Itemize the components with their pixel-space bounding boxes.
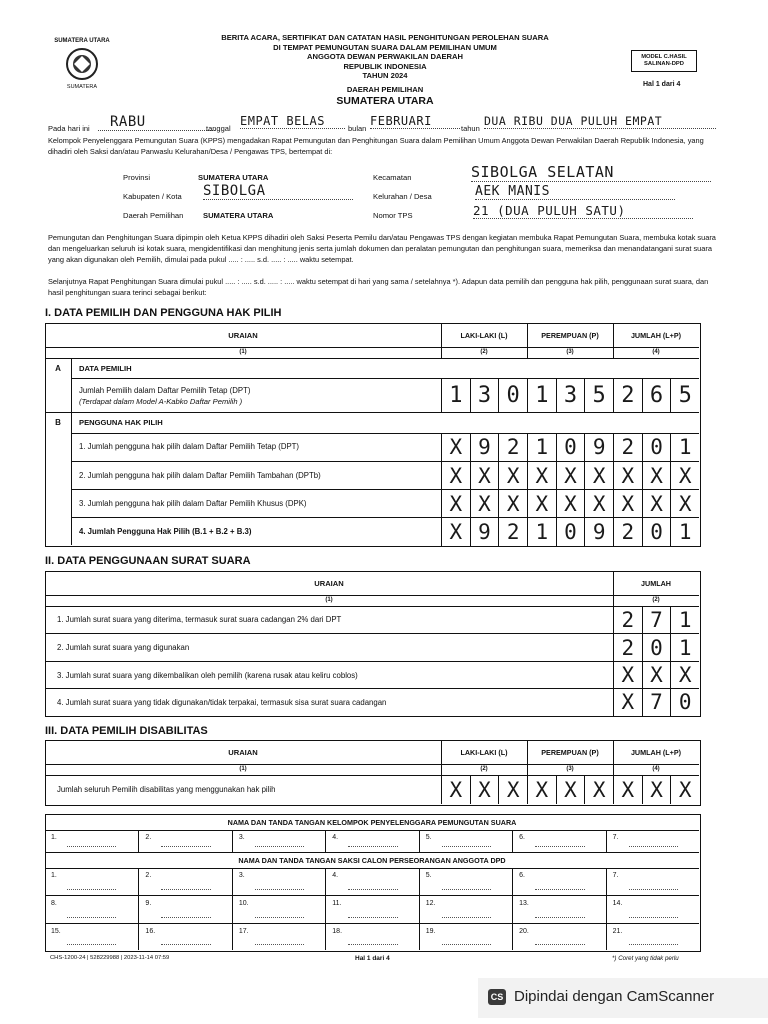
saksi-cells xyxy=(45,868,699,950)
crossed-cell: X xyxy=(670,490,699,518)
title-line: ANGGOTA DEWAN PERWAKILAN DAERAH xyxy=(307,52,463,62)
kpps-cells xyxy=(45,830,699,852)
dpt-note: (Terdapat dalam Model A-Kabko Daftar Pemilih ) xyxy=(79,397,243,406)
signature-cell[interactable] xyxy=(419,868,512,895)
kabupaten-value: SIBOLGA xyxy=(203,183,353,200)
signature-cell[interactable] xyxy=(232,923,325,950)
signature-number: 5. xyxy=(425,834,432,841)
s1-colnum: (3) xyxy=(566,349,574,355)
s1-colnum: (2) xyxy=(480,349,488,355)
s3-row-label: Jumlah seluruh Pemilih disabilitas yang menggunakan hak pilih xyxy=(57,785,276,794)
crossed-cell: X xyxy=(527,775,556,804)
digit-cell: 0 xyxy=(556,433,585,461)
signature-number: 4. xyxy=(332,872,339,879)
signature-cell[interactable] xyxy=(325,868,418,895)
surat-suara-row-digits xyxy=(613,634,699,661)
tps-value: 21 (DUA PULUH SATU) xyxy=(473,203,693,219)
signature-cell[interactable] xyxy=(606,830,699,852)
digit-cell: 1 xyxy=(670,518,699,546)
signature-number: 3. xyxy=(238,872,245,879)
crossed-cell: X xyxy=(498,775,527,804)
surat-suara-row-label: 3. Jumlah surat suara yang dikembalikan oleh pemilih (karena rusak atau keliru coblos) xyxy=(57,670,358,680)
hari-label: Pada hari ini xyxy=(48,124,90,133)
crossed-cell: X xyxy=(642,490,671,518)
digit-cell: 7 xyxy=(642,606,671,633)
signature-cell[interactable] xyxy=(45,868,138,895)
signature-number: 2. xyxy=(145,834,152,841)
signature-number: 10. xyxy=(238,900,249,908)
section-2-title: II. DATA PENGGUNAAN SURAT SUARA xyxy=(45,555,251,567)
s3-header-jumlah: JUMLAH (L+P) xyxy=(630,748,682,757)
s1-vline xyxy=(441,323,442,358)
signature-number: 11. xyxy=(332,900,342,908)
section-1-table xyxy=(45,323,701,547)
signature-number: 8. xyxy=(51,900,57,908)
signature-line xyxy=(161,917,210,918)
digit-cell: 5 xyxy=(584,378,613,412)
s2-hline xyxy=(45,595,699,596)
digit-cell: 3 xyxy=(470,378,499,412)
logo-top-text: SUMATERA UTARA xyxy=(54,38,110,44)
s3-colnum: (3) xyxy=(566,766,574,772)
crossed-cell: X xyxy=(670,662,699,689)
signature-line xyxy=(348,889,397,890)
title-line: DI TEMPAT PEMUNGUTAN SUARA DALAM PEMILIHAN UMUM xyxy=(273,42,497,52)
surat-suara-row xyxy=(45,688,699,716)
signature-cell[interactable] xyxy=(419,895,512,922)
digit-cell: 9 xyxy=(584,433,613,461)
signature-line xyxy=(442,889,491,890)
signature-number: 2. xyxy=(145,872,152,879)
signature-number: 6. xyxy=(519,872,525,879)
surat-suara-row-label: 1. Jumlah surat suara yang diterima, termasuk surat suara cadangan 2% dari DPT xyxy=(57,615,342,624)
surat-suara-row-digits xyxy=(613,606,699,633)
digit-cell: 1 xyxy=(441,378,470,412)
signature-line xyxy=(629,846,678,847)
signature-line xyxy=(348,944,397,945)
digit-cell: 2 xyxy=(613,634,642,661)
body-paragraph: Selanjutnya Rapat Penghitungan Suara dimulai pukul ..... : ..... s.d. ..... : ..... waktu setempat di hari yang sama / setelahnya *). Adapun data pemilih dan pengguna hak pilih, penggunaan surat suara, dan hasil penghitungan suara terinci sebagai berikut: xyxy=(48,277,709,297)
signature-cell[interactable] xyxy=(138,923,231,950)
s3-hline xyxy=(45,764,699,765)
s3-header-laki: LAKI-LAKI (L) xyxy=(460,748,508,757)
s1-vline xyxy=(613,323,614,358)
s2-header-jumlah: JUMLAH xyxy=(641,579,671,588)
signature-number: 17. xyxy=(238,927,249,935)
crossed-cell: X xyxy=(642,462,671,490)
digit-cell: 1 xyxy=(527,518,556,546)
digit-cell: 6 xyxy=(642,378,671,412)
crossed-cell: X xyxy=(441,490,470,518)
s1-hline xyxy=(45,347,699,348)
crossed-cell: X xyxy=(584,490,613,518)
kecamatan-value: SIBOLGA SELATAN xyxy=(471,163,711,182)
signature-line xyxy=(255,917,304,918)
signature-table xyxy=(45,814,701,952)
crossed-cell: X xyxy=(613,490,642,518)
camscanner-watermark xyxy=(478,978,768,1018)
group-a-letter: A xyxy=(55,364,61,373)
digit-cell: 2 xyxy=(613,433,642,461)
signature-line xyxy=(629,944,678,945)
signature-line xyxy=(348,917,397,918)
opening-paragraph: Kelompok Penyelenggara Pemungutan Suara (KPPS) mengadakan Rapat Pemungutan dan Penghitungan Suara dalam Pemilihan Umum Anggota Dewan Perwakilan Daerah Republik Indonesia, yang dihadiri oleh Saksi dan/atau Panwaslu Kelurahan/Desa / Pengawas TPS, bertempat di: xyxy=(48,136,704,156)
surat-suara-row-label: 2. Jumlah surat suara yang digunakan xyxy=(57,643,190,653)
signature-line xyxy=(255,944,304,945)
crossed-cell: X xyxy=(584,462,613,490)
s1-header-jumlah: JUMLAH (L+P) xyxy=(630,331,682,340)
dpt-digits xyxy=(441,378,699,412)
signature-number: 4. xyxy=(332,834,339,841)
s1-colnum: (4) xyxy=(652,349,660,355)
signature-line xyxy=(629,889,678,890)
signature-line xyxy=(67,889,116,890)
pengguna-row xyxy=(71,517,699,546)
logo-bottom-text: SUMATERA xyxy=(66,84,98,90)
model-badge xyxy=(631,50,697,72)
digit-cell: 2 xyxy=(613,606,642,633)
crossed-cell: X xyxy=(584,775,613,804)
digit-cell: 9 xyxy=(470,518,499,546)
digit-cell: 9 xyxy=(470,433,499,461)
pengguna-row-label: 4. Jumlah Pengguna Hak Pilih (B.1 + B.2 + B.3) xyxy=(79,527,252,536)
signature-cell[interactable] xyxy=(512,868,605,895)
signature-cell[interactable] xyxy=(45,923,138,950)
digit-cell: 7 xyxy=(642,689,671,716)
crossed-cell: X xyxy=(498,462,527,490)
surat-suara-row xyxy=(45,633,699,661)
crossed-cell: X xyxy=(498,490,527,518)
crossed-cell: X xyxy=(441,775,470,804)
signature-number: 16. xyxy=(145,927,156,935)
signature-cell[interactable] xyxy=(232,830,325,852)
digit-cell: 5 xyxy=(670,378,699,412)
digit-cell: 9 xyxy=(584,518,613,546)
signature-number: 13. xyxy=(519,900,529,908)
kpps-title: NAMA DAN TANDA TANGAN KELOMPOK PENYELENGGARA PEMUNGUTAN SUARA xyxy=(227,818,517,827)
footer-page: Hal 1 dari 4 xyxy=(355,955,390,962)
digit-cell: 1 xyxy=(527,378,556,412)
s3-vline xyxy=(527,740,528,775)
crossed-cell: X xyxy=(613,662,642,689)
signature-line xyxy=(255,889,304,890)
signature-cell[interactable] xyxy=(606,895,699,922)
bulan-label: bulan xyxy=(348,124,367,133)
signature-line xyxy=(629,917,678,918)
signature-cell[interactable] xyxy=(325,923,418,950)
signature-cell[interactable] xyxy=(606,923,699,950)
signature-cell[interactable] xyxy=(606,868,699,895)
crossed-cell: X xyxy=(642,775,671,804)
location-block xyxy=(123,163,723,227)
signature-cell[interactable] xyxy=(45,830,138,852)
signature-line xyxy=(67,846,116,847)
title-line: BERITA ACARA, SERTIFIKAT DAN CATATAN HASIL PENGHITUNGAN PEROLEHAN SUARA xyxy=(221,33,549,42)
crossed-cell: X xyxy=(556,490,585,518)
digit-cell: 0 xyxy=(642,433,671,461)
pengguna-row-digits xyxy=(441,490,699,518)
signature-cell[interactable] xyxy=(512,830,605,852)
crossed-cell: X xyxy=(670,775,699,804)
signature-line xyxy=(161,944,210,945)
signature-cell[interactable] xyxy=(512,895,605,922)
crossed-cell: X xyxy=(470,490,499,518)
signature-number: 14. xyxy=(612,900,623,908)
signature-line xyxy=(442,846,491,847)
sig-hline xyxy=(45,852,699,853)
signature-number: 20. xyxy=(519,927,529,935)
signature-number: 18. xyxy=(332,927,343,935)
signature-line xyxy=(535,889,584,890)
crossed-cell: X xyxy=(556,462,585,490)
signature-line xyxy=(442,917,491,918)
signature-number: 15. xyxy=(51,927,61,935)
section-3-table xyxy=(45,740,701,806)
tps-label: Nomor TPS xyxy=(373,211,413,220)
dapil-label: DAERAH PEMILIHAN xyxy=(346,84,424,94)
signature-number: 9. xyxy=(145,900,152,908)
digit-cell: 0 xyxy=(556,518,585,546)
tahun-label: tahun xyxy=(461,124,480,133)
kelurahan-label: Kelurahan / Desa xyxy=(373,192,432,201)
s3-colnum: (4) xyxy=(652,766,660,772)
dapil-field-label: Daerah Pemilihan xyxy=(123,211,184,220)
signature-number: 7. xyxy=(612,872,619,879)
signature-line xyxy=(161,889,210,890)
body-paragraph: Pemungutan dan Penghitungan Suara dipimpin oleh Ketua KPPS dihadiri oleh Saksi Peserta Pemilu dan/atau Pengawas TPS dengan kegiatan membuka Rapat Pemungutan Suara, membuka kotak suara dan mengeluarkan seluruh isi kotak suara, mengidentifikasi dan menghitung jenis serta jumlah dokumen dan peralatan pemungutan dan penghitungan suara, memeriksa dan menandatangani surat suara yang akan digunakan oleh Pemilih, dimulai pada pukul ..... : ..... s.d. ..... : ..... waktu setempat. xyxy=(48,233,716,264)
signature-line xyxy=(535,846,584,847)
s1-hline xyxy=(45,412,699,413)
crossed-cell: X xyxy=(613,462,642,490)
crossed-cell: X xyxy=(441,462,470,490)
dapil-value: SUMATERA UTARA xyxy=(336,94,434,107)
digit-cell: 0 xyxy=(670,689,699,716)
pengguna-row-label: 3. Jumlah pengguna hak pilih dalam Daftar Pemilih Khusus (DPK) xyxy=(79,499,307,508)
digit-cell: 0 xyxy=(642,634,671,661)
signature-number: 3. xyxy=(238,834,245,841)
crossed-cell: X xyxy=(470,775,499,804)
title-line: TAHUN 2024 xyxy=(362,71,408,81)
s2-rows xyxy=(45,606,699,715)
hari-value: RABU xyxy=(98,114,215,131)
signature-line xyxy=(442,944,491,945)
digit-cell: 2 xyxy=(498,433,527,461)
signature-cell[interactable] xyxy=(512,923,605,950)
signature-number: 7. xyxy=(612,834,619,841)
tanggal-label: tanggal xyxy=(206,124,231,133)
group-b-label: PENGGUNA HAK PILIH xyxy=(79,418,163,427)
digit-cell: 1 xyxy=(527,433,556,461)
saksi-title: NAMA DAN TANDA TANGAN SAKSI CALON PERSEORANGAN ANGGOTA DPD xyxy=(238,856,506,865)
s1-hline xyxy=(45,358,699,359)
s3-colnum: (1) xyxy=(239,766,247,772)
signature-line xyxy=(161,846,210,847)
dapil-field-value: SUMATERA UTARA xyxy=(203,211,274,220)
s2-colnum: (1) xyxy=(325,597,333,603)
pengguna-row-label: 2. Jumlah pengguna hak pilih dalam Daftar Pemilih Tambahan (DPTb) xyxy=(79,471,321,480)
crossed-cell: X xyxy=(441,518,470,546)
s3-vline xyxy=(613,740,614,775)
surat-suara-row-label: 4. Jumlah surat suara yang tidak digunakan/tidak terpakai, termasuk sisa surat suara cadangan xyxy=(57,697,387,707)
crossed-cell: X xyxy=(670,462,699,490)
digit-cell: 3 xyxy=(556,378,585,412)
model-text: MODEL C.HASIL SALINAN-DPD xyxy=(641,54,687,67)
signature-cell[interactable] xyxy=(138,895,231,922)
digit-cell: 2 xyxy=(613,378,642,412)
pengguna-row-digits xyxy=(441,433,699,461)
s1-header-perempuan: PEREMPUAN (P) xyxy=(541,331,599,340)
kecamatan-label: Kecamatan xyxy=(373,173,412,182)
signature-cell[interactable] xyxy=(325,830,418,852)
camscanner-text: Dipindai dengan CamScanner xyxy=(514,988,715,1005)
pengguna-row-label: 1. Jumlah pengguna hak pilih dalam Daftar Pemilih Tetap (DPT) xyxy=(79,442,300,451)
s3-header-uraian: URAIAN xyxy=(228,748,258,757)
bulan-value: FEBRUARI xyxy=(370,114,460,129)
digit-cell: 1 xyxy=(670,606,699,633)
footer-note: *) Coret yang tidak perlu xyxy=(612,955,679,962)
signature-number: 6. xyxy=(519,834,525,841)
signature-line xyxy=(255,846,304,847)
crossed-cell: X xyxy=(556,775,585,804)
kelurahan-value: AEK MANIS xyxy=(475,184,675,200)
section-1-title: I. DATA PEMILIH DAN PENGGUNA HAK PILIH xyxy=(45,307,282,319)
signature-cell[interactable] xyxy=(232,895,325,922)
signature-number: 5. xyxy=(425,872,432,879)
pengguna-row xyxy=(71,489,699,518)
pengguna-row-digits xyxy=(441,518,699,546)
signature-cell[interactable] xyxy=(138,868,231,895)
surat-suara-row xyxy=(45,606,699,633)
digit-cell: 1 xyxy=(670,433,699,461)
signature-cell[interactable] xyxy=(45,895,138,922)
section-3-title: III. DATA PEMILIH DISABILITAS xyxy=(45,725,208,737)
crossed-cell: X xyxy=(441,433,470,461)
s1-vline xyxy=(527,323,528,358)
s2-header-uraian: URAIAN xyxy=(314,579,344,588)
s3-header-perempuan: PEREMPUAN (P) xyxy=(541,748,599,757)
dpt-label: Jumlah Pemilih dalam Daftar Pemilih Tetap (DPT) xyxy=(79,386,251,395)
crossed-cell: X xyxy=(613,775,642,804)
signature-number: 21. xyxy=(612,927,623,935)
opening-line xyxy=(48,116,716,136)
s1-header-laki: LAKI-LAKI (L) xyxy=(460,331,508,340)
signature-line xyxy=(67,917,116,918)
document-title xyxy=(150,33,620,108)
kabupaten-label: Kabupaten / Kota xyxy=(123,192,182,201)
pengguna-row xyxy=(71,461,699,490)
s1-header-uraian: URAIAN xyxy=(228,331,258,340)
s3-colnum: (2) xyxy=(480,766,488,772)
provinsi-label: Provinsi xyxy=(123,173,151,182)
s1-colnum: (1) xyxy=(239,349,247,355)
page-indicator: Hal 1 dari 4 xyxy=(643,81,681,88)
surat-suara-row-digits xyxy=(613,689,699,716)
s3-digits xyxy=(441,775,699,804)
signature-line xyxy=(67,944,116,945)
digit-cell: 0 xyxy=(498,378,527,412)
s2-colnum: (2) xyxy=(652,597,660,603)
signature-number: 1. xyxy=(51,872,57,879)
signature-line xyxy=(348,846,397,847)
camscanner-badge: CS xyxy=(488,989,506,1005)
section-2-table xyxy=(45,571,701,717)
tahun-value: DUA RIBU DUA PULUH EMPAT xyxy=(484,114,716,129)
signature-number: 12. xyxy=(425,900,436,908)
crossed-cell: X xyxy=(470,462,499,490)
provinsi-value: SUMATERA UTARA xyxy=(198,173,269,182)
crossed-cell: X xyxy=(613,689,642,716)
signature-cell[interactable] xyxy=(232,868,325,895)
signature-cell[interactable] xyxy=(138,830,231,852)
tanggal-value: EMPAT BELAS xyxy=(240,114,345,129)
pengguna-row-digits xyxy=(441,462,699,490)
signature-cell[interactable] xyxy=(419,923,512,950)
digit-cell: 2 xyxy=(613,518,642,546)
group-a-label: DATA PEMILIH xyxy=(79,364,132,373)
digit-cell: 1 xyxy=(670,634,699,661)
signature-number: 1. xyxy=(51,834,57,841)
signature-number: 19. xyxy=(425,927,436,935)
crossed-cell: X xyxy=(527,490,556,518)
digit-cell: 0 xyxy=(642,518,671,546)
signature-cell[interactable] xyxy=(325,895,418,922)
digit-cell: 2 xyxy=(498,518,527,546)
kpu-logo xyxy=(52,38,112,94)
crossed-cell: X xyxy=(642,662,671,689)
title-line: REPUBLIK INDONESIA xyxy=(343,61,427,71)
signature-line xyxy=(535,917,584,918)
crossed-cell: X xyxy=(527,462,556,490)
pengguna-row xyxy=(71,433,699,461)
group-b-letter: B xyxy=(55,418,61,427)
signature-line xyxy=(535,944,584,945)
footer-code: CHS-1200-24 | 528229988 | 2023-11-14 07:59 xyxy=(50,955,170,961)
signature-cell[interactable] xyxy=(419,830,512,852)
s1-rows xyxy=(71,433,699,545)
surat-suara-row-digits xyxy=(613,662,699,689)
surat-suara-row xyxy=(45,661,699,689)
